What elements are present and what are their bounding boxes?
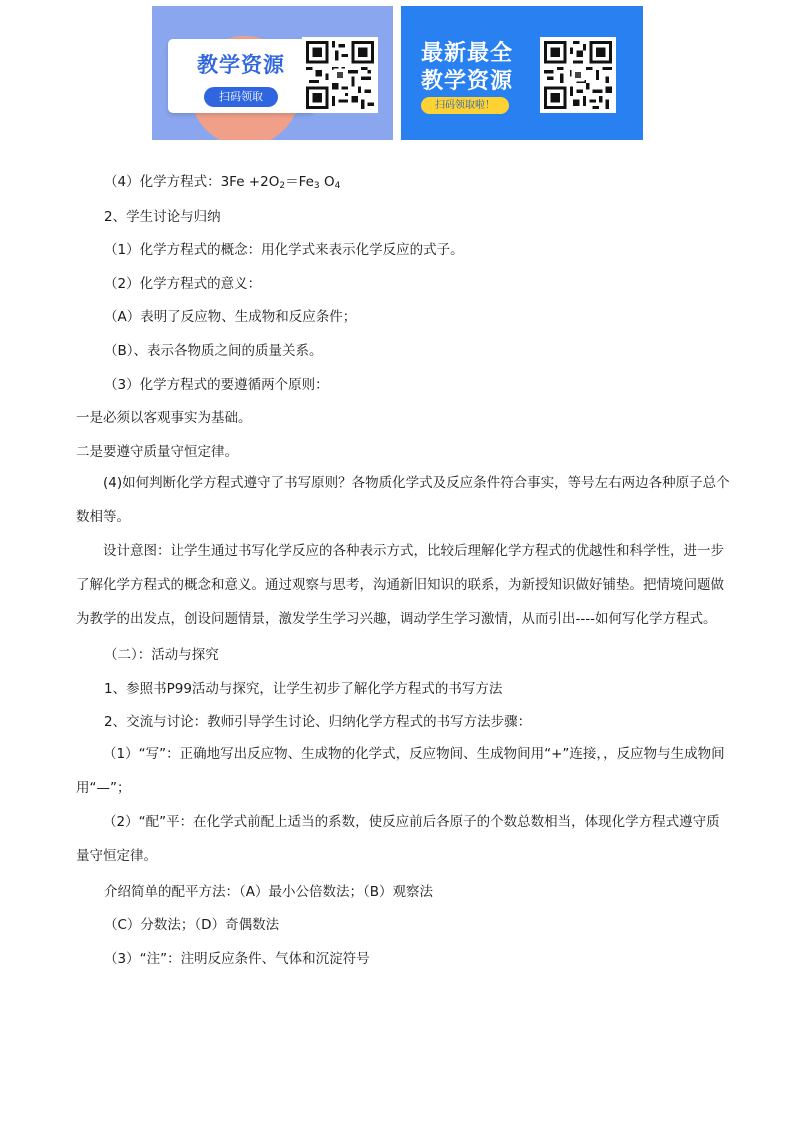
chemical-equation-line [104, 172, 340, 192]
equation-text: （4）化学方程式：3Fe +2O [104, 174, 280, 190]
scan-button[interactable]: 扫码领取 [204, 87, 278, 107]
text-line: 2、交流与讨论：教师引导学生讨论、归纳化学方程式的书写方法步骤： [104, 714, 532, 730]
subscript: 2 [279, 181, 286, 191]
subscript: 4 [334, 181, 341, 191]
paragraph: (4)如何判断化学方程式遵守了书写原则？各物质化学式及反应条件符合事实，等号左右两边各种原子总个数相等。 [76, 475, 730, 525]
text-line: 一是必须以客观事实为基础。 [76, 410, 252, 426]
equation-text: ＝Fe [285, 174, 314, 190]
right-ad-banner[interactable] [401, 6, 643, 140]
banner-title-plate [168, 39, 314, 113]
section-heading: （二）：活动与探究 [104, 647, 219, 663]
subscript: 3 [313, 181, 320, 191]
paragraph: （1）“写”：正确地写出反应物、生成物的化学式，反应物间、生成物间用“+”连接，，反应物与生成物间用“—”； [76, 746, 725, 796]
banner-headline-1: 最新最全 [420, 41, 513, 66]
equation-text: O [319, 174, 335, 190]
scan-button[interactable]: 扫码领取啦！ [421, 97, 509, 114]
banner-headline-2: 教学资源 [420, 69, 513, 94]
qr-code-icon [540, 37, 616, 113]
qr-code-icon [302, 37, 378, 113]
text-line: 二是要遵守质量守恒定律。 [76, 444, 238, 460]
text-line: （3）“注”：注明反应条件、气体和沉淀符号 [104, 951, 370, 967]
text-line: （A）表明了反应物、生成物和反应条件； [104, 309, 357, 325]
text-line: （1）化学方程式的概念：用化学式来表示化学反应的式子。 [104, 242, 464, 258]
text-line: 1、参照书P99活动与探究，让学生初步了解化学方程式的书写方法 [104, 681, 503, 697]
left-ad-banner[interactable] [152, 6, 393, 140]
text-line: （C）分数法；（D）奇偶数法 [104, 917, 280, 933]
text-line: 介绍简单的配平方法：（A）最小公倍数法；（B）观察法 [104, 884, 433, 900]
section-heading: 2、学生讨论与归纳 [104, 209, 221, 225]
banner-title: 教学资源 [197, 53, 285, 77]
paragraph: （2）“配”平：在化学式前配上适当的系数，使反应前后各原子的个数总数相当，体现化学方程式遵守质量守恒定律。 [76, 814, 720, 864]
text-line: （2）化学方程式的意义： [104, 276, 262, 292]
text-line: （B）、表示各物质之间的质量关系。 [104, 343, 323, 359]
design-intent-paragraph: 设计意图：让学生通过书写化学反应的各种表示方式，比较后理解化学方程式的优越性和科学性，进一步了解化学方程式的概念和意义。通过观察与思考，沟通新旧知识的联系，为新授知识做好铺垫。把情境问题做为教学的出发点，创设问题情景，激发学生学习兴趣，调动学生学习激情，从而引出----如何写化学方程式。 [76, 543, 724, 627]
text-line: （3）化学方程式的要遵循两个原则： [104, 377, 329, 393]
